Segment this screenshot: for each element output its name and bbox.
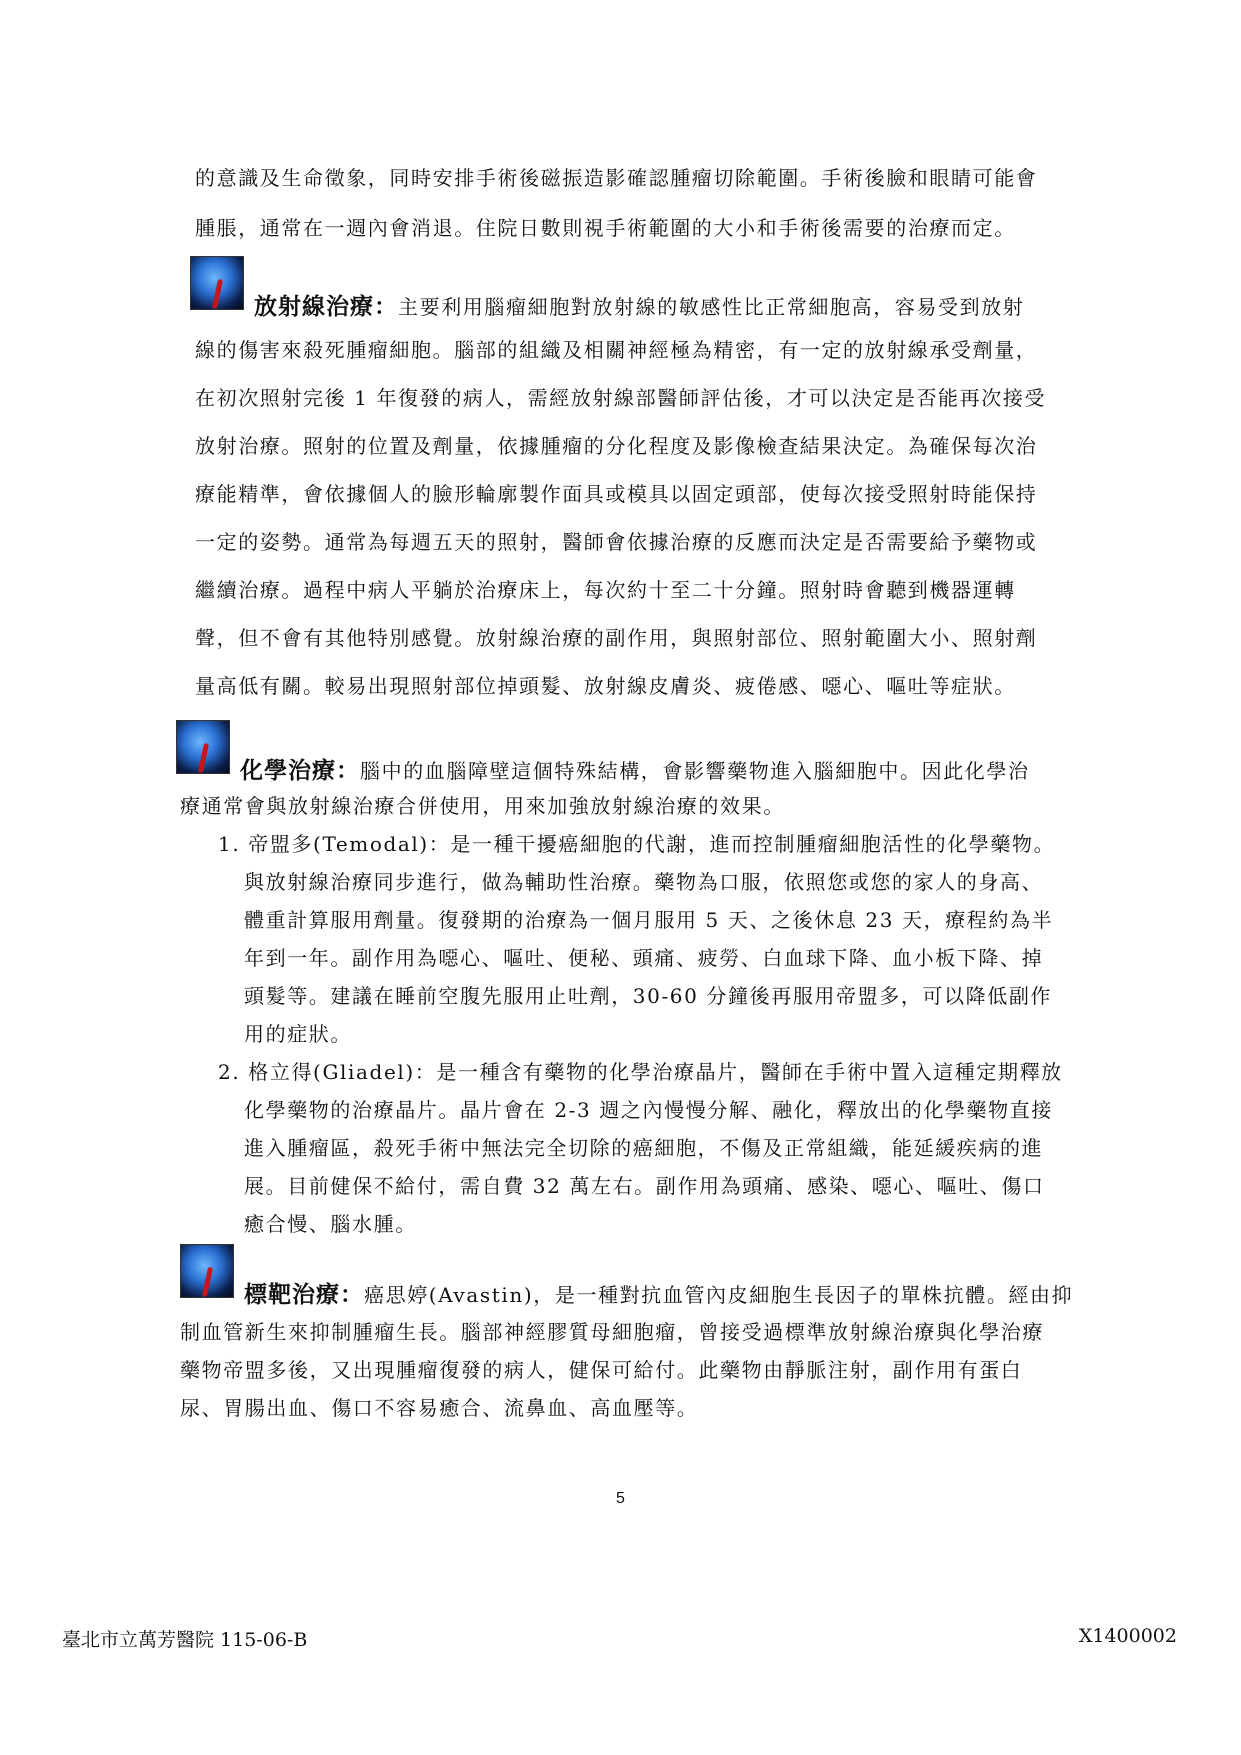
targeted-heading: 標靶治療： [244,1281,364,1308]
intro-line: 的意識及生命徵象，同時安排手術後磁振造影確認腫瘤切除範圍。手術後臉和眼睛可能會 [195,166,1038,190]
chemo-heading-line [240,752,1030,785]
radiation-line: 療能精準，會依據個人的臉形輪廓製作面具或模具以固定頭部，使每次接受照射時能保持 [195,482,1038,506]
chemo-item2-line: 癒合慢、腦水腫。 [244,1212,417,1236]
radiation-line: 繼續治療。過程中病人平躺於治療床上，每次約十至二十分鐘。照射時會聽到機器運轉 [195,578,1016,602]
radiation-heading: 放射線治療： [254,293,398,320]
chemo-item2-line: 進入腫瘤區，殺死手術中無法完全切除的癌細胞，不傷及正常組織，能延緩疾病的進 [244,1136,1044,1160]
chemo-item1-line: 1. 帝盟多(Temodal)：是一種干擾癌細胞的代謝，進而控制腫瘤細胞活性的化學藥物。 [218,832,1056,856]
chemo-item2-line: 2. 格立得(Gliadel)：是一種含有藥物的化學治療晶片，醫師在手術中置入這種定期釋放 [218,1060,1063,1084]
targeted-line: 藥物帝盟多後，又出現腫瘤復發的病人，健保可給付。此藥物由靜脈注射，副作用有蛋白 [180,1358,1023,1382]
footer-hospital-code: 臺北市立萬芳醫院 115-06-B [62,1629,308,1651]
targeted-line: 制血管新生來抑制腫瘤生長。腦部神經膠質母細胞瘤，曾接受過標準放射線治療與化學治療 [180,1320,1044,1344]
radiation-line: 一定的姿勢。通常為每週五天的照射，醫師會依據治療的反應而決定是否需要給予藥物或 [195,530,1038,554]
targeted-first-line: 癌思婷(Avastin)，是一種對抗血管內皮細胞生長因子的單株抗體。經由抑 [364,1283,1074,1307]
chemo-item1-line: 用的症狀。 [244,1022,352,1046]
chemo-first-line: 腦中的血腦障壁這個特殊結構，會影響藥物進入腦細胞中。因此化學治 [360,759,1030,783]
radiation-line: 聲，但不會有其他特別感覺。放射線治療的副作用，與照射部位、照射範圍大小、照射劑 [195,626,1038,650]
brain-icon [176,720,230,774]
footer-document-id: X1400002 [1078,1625,1177,1647]
chemo-item1-line: 體重計算服用劑量。復發期的治療為一個月服用 5 天、之後休息 23 天，療程約為半 [244,908,1054,932]
brain-icon [190,256,244,310]
radiation-line: 量高低有關。較易出現照射部位掉頭髮、放射線皮膚炎、疲倦感、噁心、嘔吐等症狀。 [195,674,1016,698]
radiation-line: 在初次照射完後 1 年復發的病人，需經放射線部醫師評估後，才可以決定是否能再次接受 [195,386,1047,410]
chemo-heading: 化學治療： [240,757,360,784]
radiation-first-line: 主要利用腦瘤細胞對放射線的敏感性比正常細胞高，容易受到放射 [398,295,1025,319]
targeted-heading-line [244,1276,1073,1309]
targeted-line: 尿、胃腸出血、傷口不容易癒合、流鼻血、高血壓等。 [180,1396,699,1420]
brain-icon [180,1244,234,1298]
chemo-item2-line: 化學藥物的治療晶片。晶片會在 2-3 週之內慢慢分解、融化，釋放出的化學藥物直接 [244,1098,1053,1122]
radiation-line: 線的傷害來殺死腫瘤細胞。腦部的組織及相關神經極為精密，有一定的放射線承受劑量， [195,338,1038,362]
page-number: 5 [616,1490,625,1507]
radiation-line: 放射治療。照射的位置及劑量，依據腫瘤的分化程度及影像檢查結果決定。為確保每次治 [195,434,1038,458]
intro-line: 腫脹，通常在一週內會消退。住院日數則視手術範圍的大小和手術後需要的治療而定。 [195,216,1016,240]
chemo-item1-line: 頭髮等。建議在睡前空腹先服用止吐劑，30-60 分鐘後再服用帝盟多，可以降低副作 [244,984,1053,1008]
chemo-item2-line: 展。目前健保不給付，需自費 32 萬左右。副作用為頭痛、感染、噁心、嘔吐、傷口 [244,1174,1045,1198]
chemo-line: 療通常會與放射線治療合併使用，用來加強放射線治療的效果。 [180,794,785,818]
radiation-heading-line [254,288,1024,321]
chemo-item1-line: 與放射線治療同步進行，做為輔助性治療。藥物為口服，依照您或您的家人的身高、 [244,870,1044,894]
chemo-item1-line: 年到一年。副作用為噁心、嘔吐、便秘、頭痛、疲勞、白血球下降、血小板下降、掉 [244,946,1044,970]
